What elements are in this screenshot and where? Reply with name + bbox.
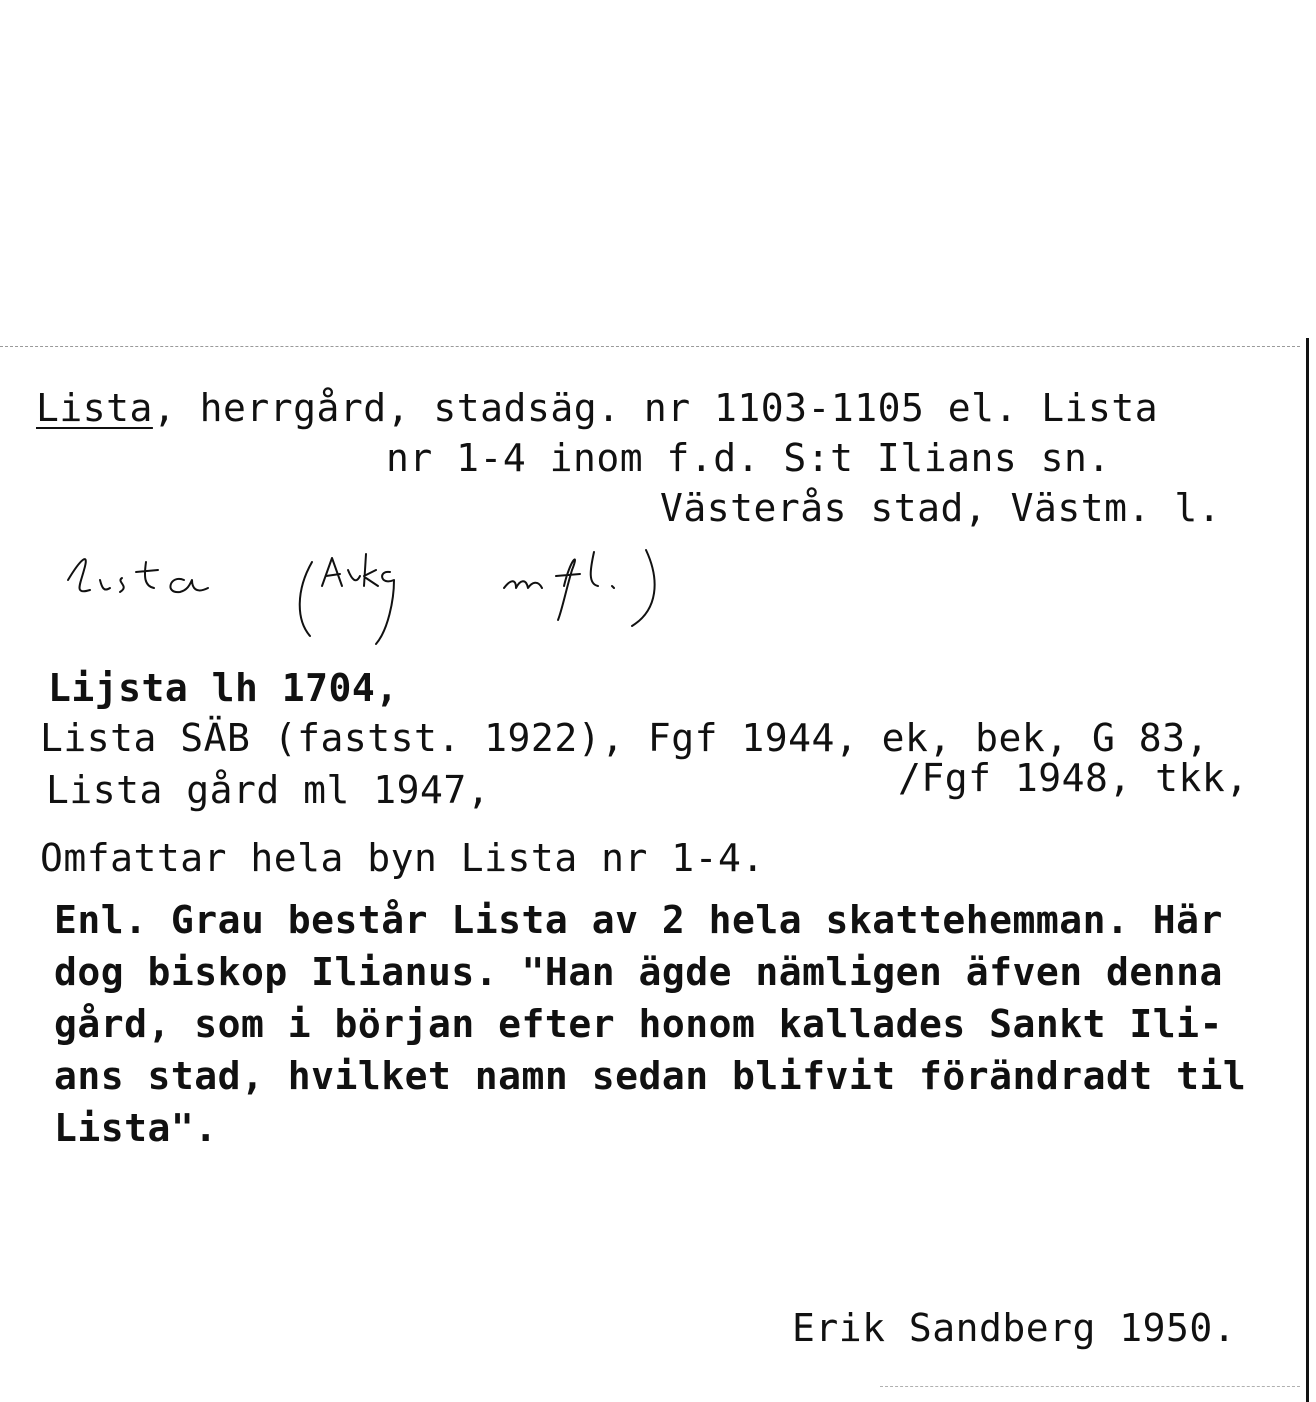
signature: Erik Sandberg 1950. <box>792 1306 1237 1350</box>
card-top-edge <box>0 346 1300 347</box>
handwriting-stroke <box>504 581 542 588</box>
place-name: Lista <box>36 386 153 430</box>
card-bottom-edge <box>880 1386 1300 1387</box>
card-right-edge <box>1306 338 1309 1402</box>
note-line-3: gård, som i början efter honom kallades Sankt Ili- <box>54 1002 1223 1046</box>
note-line-1: Enl. Grau består Lista av 2 hela skattehemman. Här <box>54 898 1223 942</box>
form-line-3: Lista gård ml 1947, <box>46 768 491 812</box>
handwritten-note <box>60 540 760 660</box>
handwriting-stroke <box>300 562 312 636</box>
header-line-2: nr 1-4 inom f.d. S:t Ilians sn. <box>386 436 1111 480</box>
form-line-2: Lista SÄB (fastst. 1922), Fgf 1944, ek, bek, G 83, <box>40 716 1209 760</box>
scope-line: Omfattar hela byn Lista nr 1-4. <box>40 836 765 880</box>
handwriting-stroke <box>68 559 90 591</box>
handwriting-stroke <box>348 554 394 644</box>
note-line-2: dog biskop Ilianus. "Han ägde nämligen äfven denna <box>54 950 1223 994</box>
handwriting-stroke <box>556 552 598 620</box>
form-line-4: /Fgf 1948, tkk, <box>898 756 1249 800</box>
header-line-1 <box>36 386 1158 430</box>
header-line-1-rest: , herrgård, stadsäg. nr 1103-1105 el. Lista <box>152 386 1159 430</box>
handwriting-stroke <box>170 579 208 592</box>
handwriting-stroke <box>136 562 158 588</box>
handwriting-stroke <box>612 550 655 626</box>
header-line-3: Västerås stad, Västm. l. <box>660 486 1222 530</box>
note-line-4: ans stad, hvilket namn sedan blifvit förändradt til <box>54 1054 1247 1098</box>
note-line-5: Lista". <box>54 1106 218 1150</box>
handwriting-stroke <box>322 558 342 586</box>
form-line-1: Lijsta lh 1704, <box>48 666 399 710</box>
handwriting-stroke <box>120 578 124 592</box>
handwriting-stroke <box>100 580 110 590</box>
